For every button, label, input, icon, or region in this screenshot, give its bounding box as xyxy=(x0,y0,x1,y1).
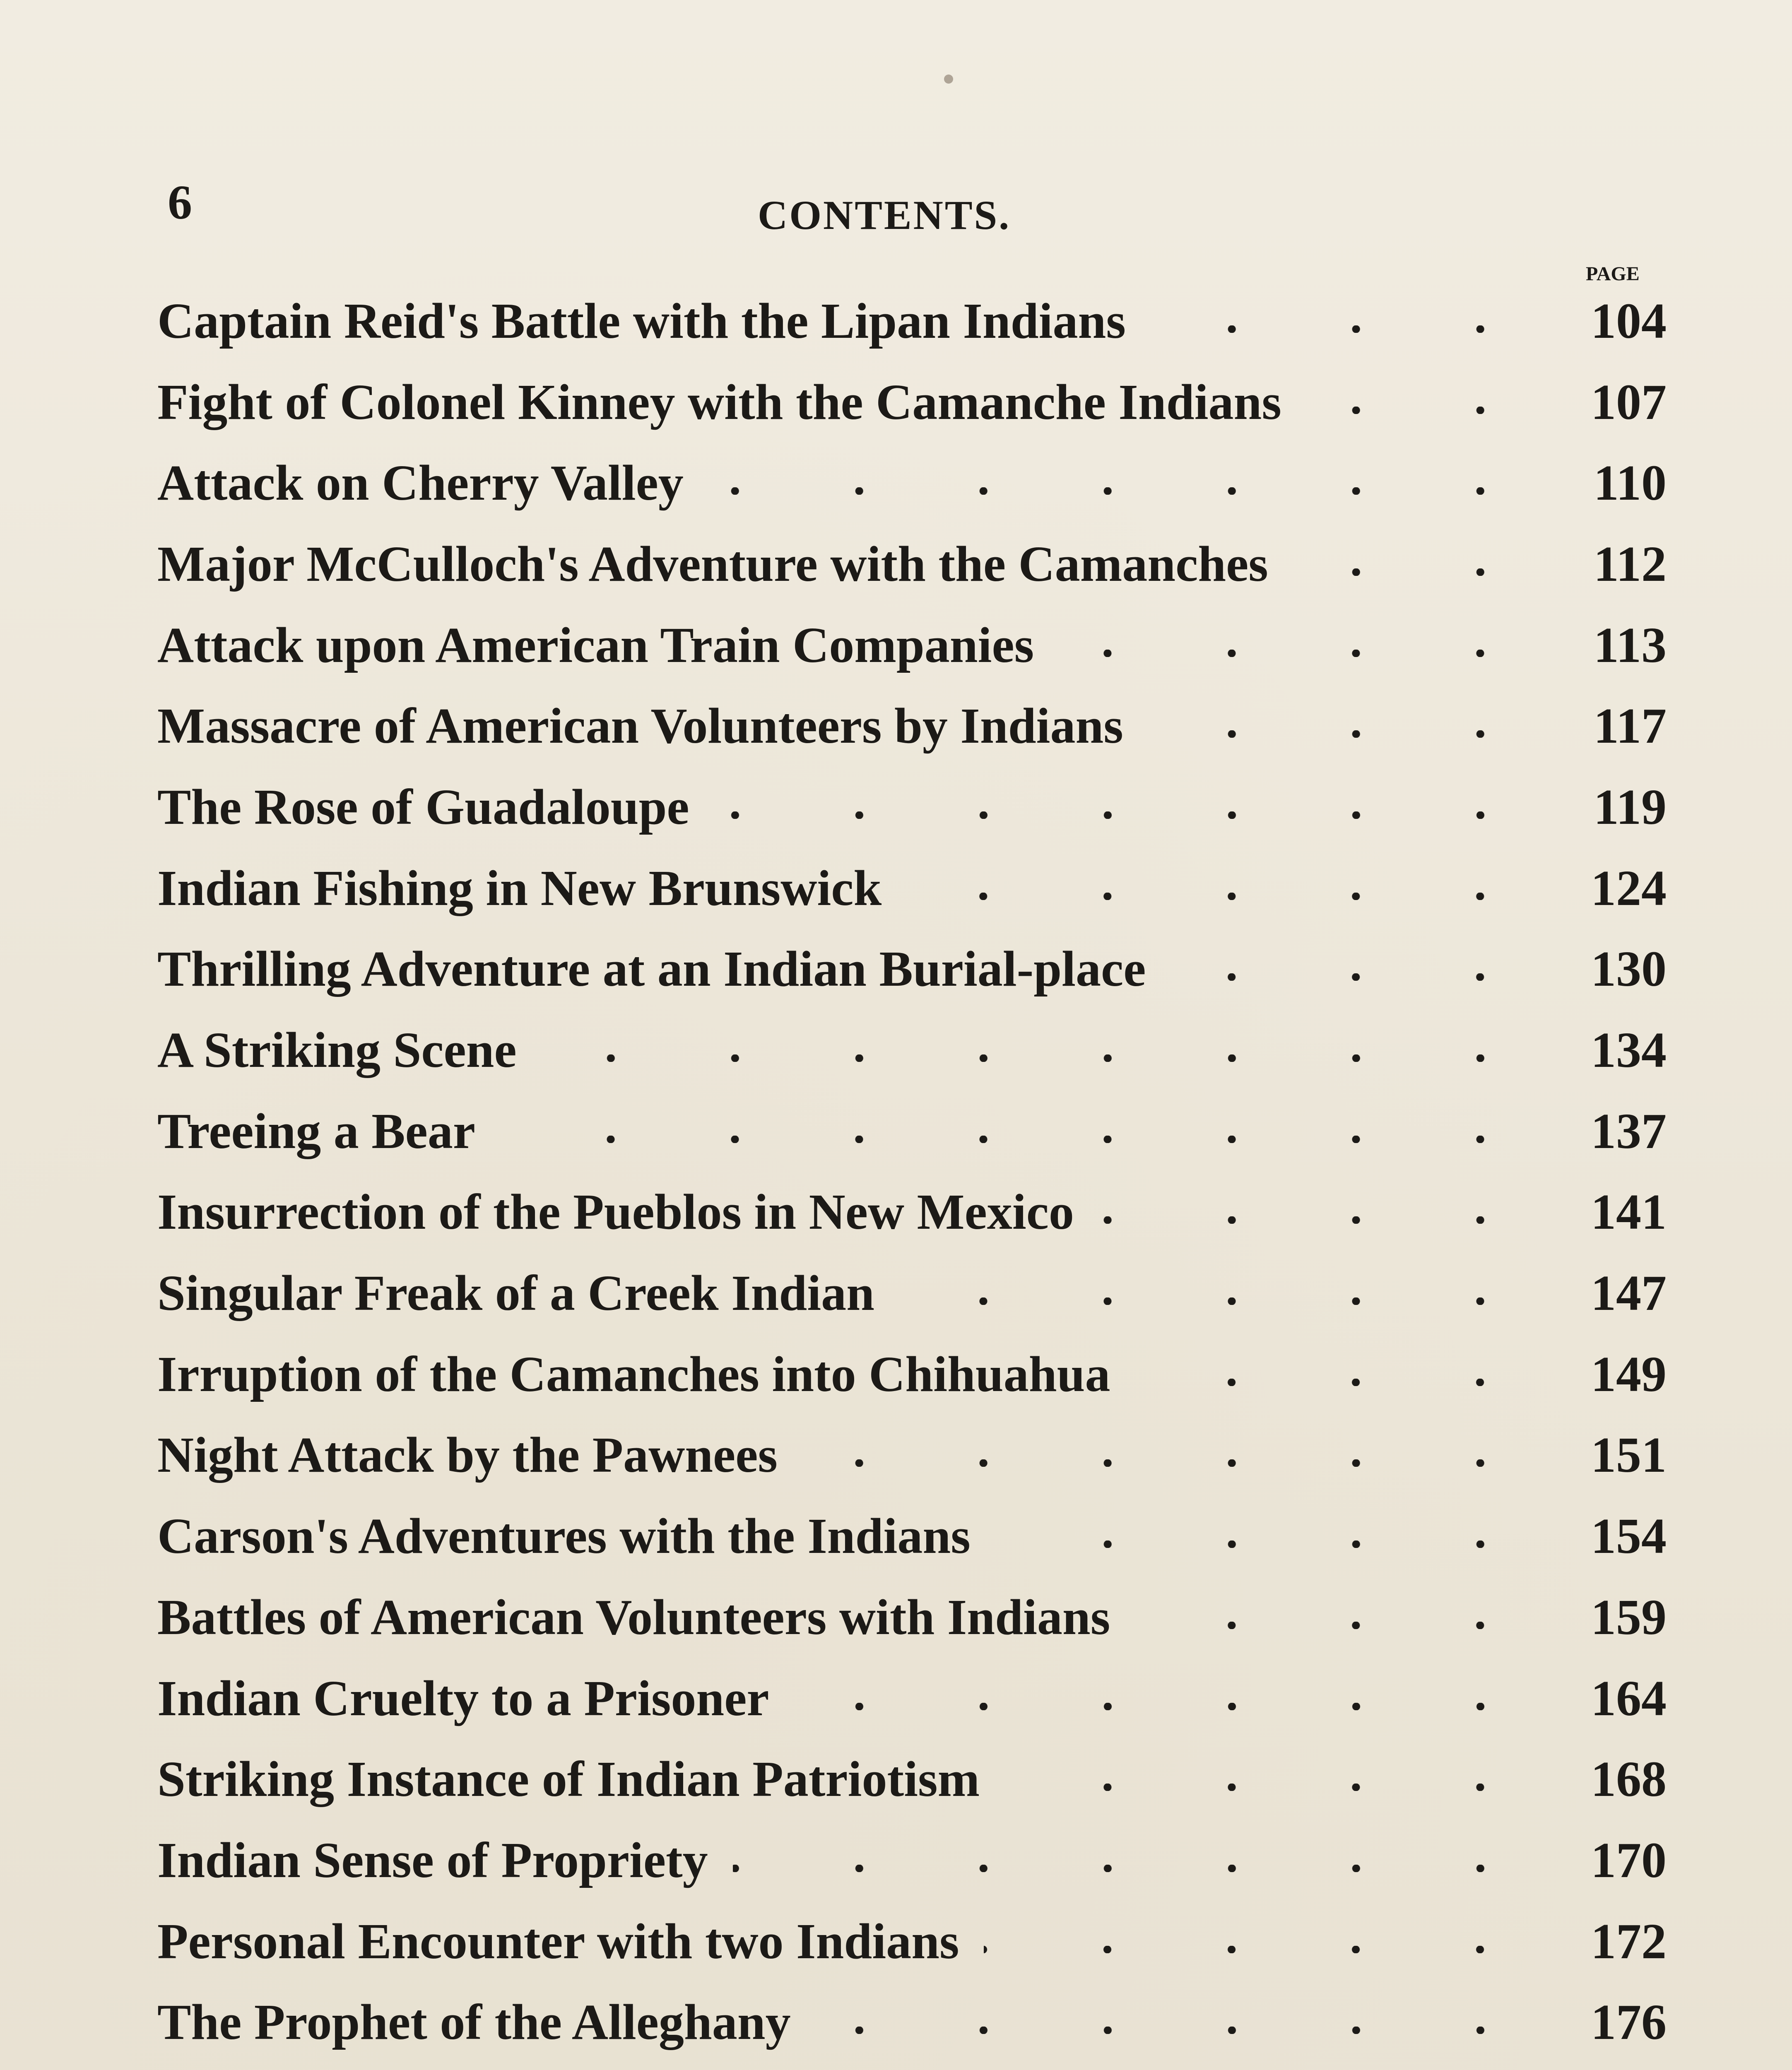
toc-entry-page: 130 xyxy=(1591,941,1667,997)
toc-entry-title: A Striking Scene xyxy=(157,1022,517,1078)
toc-entry-title: Striking Instance of Indian Patriotism xyxy=(157,1751,980,1808)
dot-leader xyxy=(1151,325,1542,333)
toc-entry-title: The Prophet of the Alleghany xyxy=(157,1994,791,2051)
dot-leader xyxy=(1099,1216,1542,1224)
toc-entry xyxy=(157,2063,1667,2070)
toc-entry xyxy=(157,1982,1667,2063)
toc-entry-title: Thrilling Adventure at an Indian Burial-place xyxy=(157,941,1146,997)
dot-leader xyxy=(1293,568,1542,576)
dot-leader xyxy=(899,1297,1542,1305)
toc-entry-title: Indian Cruelty to a Prisoner xyxy=(157,1670,769,1726)
toc-entry-page: 172 xyxy=(1591,1913,1667,1969)
dot-leader xyxy=(984,1946,1542,1953)
dot-leader xyxy=(1135,1379,1542,1386)
toc-entry-page: 107 xyxy=(1591,374,1667,430)
running-head: CONTENTS. xyxy=(758,192,1011,238)
toc-entry-title: Indian Sense of Propriety xyxy=(157,1832,708,1888)
toc-entry xyxy=(157,1091,1667,1172)
dot-leader xyxy=(816,2027,1542,2034)
toc-entry xyxy=(157,1253,1667,1334)
toc-entry xyxy=(157,1658,1667,1739)
toc-entry-title: The Rose of Guadaloupe xyxy=(157,779,689,835)
dot-leader xyxy=(1004,1784,1542,1791)
toc-entry xyxy=(157,848,1667,929)
toc-entry-title: Captain Reid's Battle with the Lipan Indians xyxy=(157,293,1126,349)
toc-entry xyxy=(157,1415,1667,1496)
toc-entry-page: 112 xyxy=(1593,536,1667,592)
toc-entry xyxy=(157,1901,1667,1982)
toc-entry-page: 117 xyxy=(1593,698,1667,754)
dot-leader xyxy=(1306,407,1542,414)
dot-leader xyxy=(906,893,1542,900)
dot-leader xyxy=(714,811,1542,819)
toc-entry xyxy=(157,1820,1667,1901)
toc-entry-page: 151 xyxy=(1591,1427,1667,1483)
toc-entry-page: 149 xyxy=(1591,1346,1667,1402)
toc-entry xyxy=(157,1577,1667,1658)
dot-leader xyxy=(542,1054,1542,1062)
toc-entry-page: 134 xyxy=(1591,1022,1667,1078)
toc-entry xyxy=(157,929,1667,1010)
toc-entry xyxy=(157,1010,1667,1091)
toc-entry xyxy=(157,686,1667,767)
dot-leader xyxy=(794,1703,1542,1710)
toc-entry-page: 124 xyxy=(1591,860,1667,916)
paper-speck xyxy=(944,75,953,84)
toc-entry xyxy=(157,281,1667,362)
toc-entry-page: 119 xyxy=(1593,779,1667,835)
toc-entry xyxy=(157,524,1667,605)
toc-entry-title: Carson's Adventures with the Indians xyxy=(157,1508,971,1565)
toc-entry-title: Attack on Cherry Valley xyxy=(157,455,684,511)
toc-entry-page: 164 xyxy=(1591,1670,1667,1726)
toc-entry-page: 154 xyxy=(1591,1508,1667,1565)
toc-entry-title: Fight of Colonel Kinney with the Camanche Indians xyxy=(157,374,1281,430)
toc-entry-title: Personal Encounter with two Indians xyxy=(157,1913,959,1969)
toc-entry-title: Attack upon American Train Companies xyxy=(157,617,1034,673)
toc-entry-title: Irruption of the Camanches into Chihuahua xyxy=(157,1346,1110,1402)
dot-leader xyxy=(708,487,1542,495)
dot-leader xyxy=(500,1136,1542,1143)
toc-entry-title: Night Attack by the Pawnees xyxy=(157,1427,778,1483)
toc-entry-page: 110 xyxy=(1593,455,1667,511)
toc-entry-page: 147 xyxy=(1591,1265,1667,1321)
toc-entry-page: 170 xyxy=(1591,1832,1667,1888)
toc-entry-page: 159 xyxy=(1591,1589,1667,1645)
toc-entry-title: Battles of American Volunteers with Indians xyxy=(157,1589,1110,1645)
toc-entry xyxy=(157,362,1667,443)
toc-entry xyxy=(157,1172,1667,1253)
toc-entry-title: Insurrection of the Pueblos in New Mexico xyxy=(157,1184,1074,1240)
toc-entry-title: Indian Fishing in New Brunswick xyxy=(157,860,882,916)
toc-entry-page: 113 xyxy=(1593,617,1667,673)
toc-entry-page: 168 xyxy=(1591,1751,1667,1808)
toc-entry xyxy=(157,443,1667,524)
toc-entry-title: Singular Freak of a Creek Indian xyxy=(157,1265,875,1321)
toc-entry-page: 104 xyxy=(1591,293,1667,349)
dot-leader xyxy=(1135,1622,1542,1629)
dot-leader xyxy=(1059,650,1542,657)
dot-leader xyxy=(733,1865,1542,1872)
dot-leader xyxy=(1171,973,1542,981)
dot-leader xyxy=(995,1540,1542,1548)
toc-entry-page: 141 xyxy=(1591,1184,1667,1240)
page-number: 6 xyxy=(168,175,192,229)
toc-entry-page: 176 xyxy=(1591,1994,1667,2051)
table-of-contents xyxy=(157,281,1667,2070)
toc-entry xyxy=(157,605,1667,686)
dot-leader xyxy=(802,1459,1542,1467)
page-column-label: PAGE xyxy=(1586,263,1640,285)
toc-entry-page: 137 xyxy=(1591,1103,1667,1159)
toc-entry-title: Massacre of American Volunteers by Indians xyxy=(157,698,1123,754)
toc-entry xyxy=(157,1739,1667,1820)
dot-leader xyxy=(1148,730,1542,738)
toc-entry xyxy=(157,1496,1667,1577)
toc-entry xyxy=(157,1334,1667,1415)
toc-entry xyxy=(157,767,1667,848)
toc-entry-title: Treeing a Bear xyxy=(157,1103,475,1159)
toc-entry-title: Major McCulloch's Adventure with the Camanches xyxy=(157,536,1268,592)
